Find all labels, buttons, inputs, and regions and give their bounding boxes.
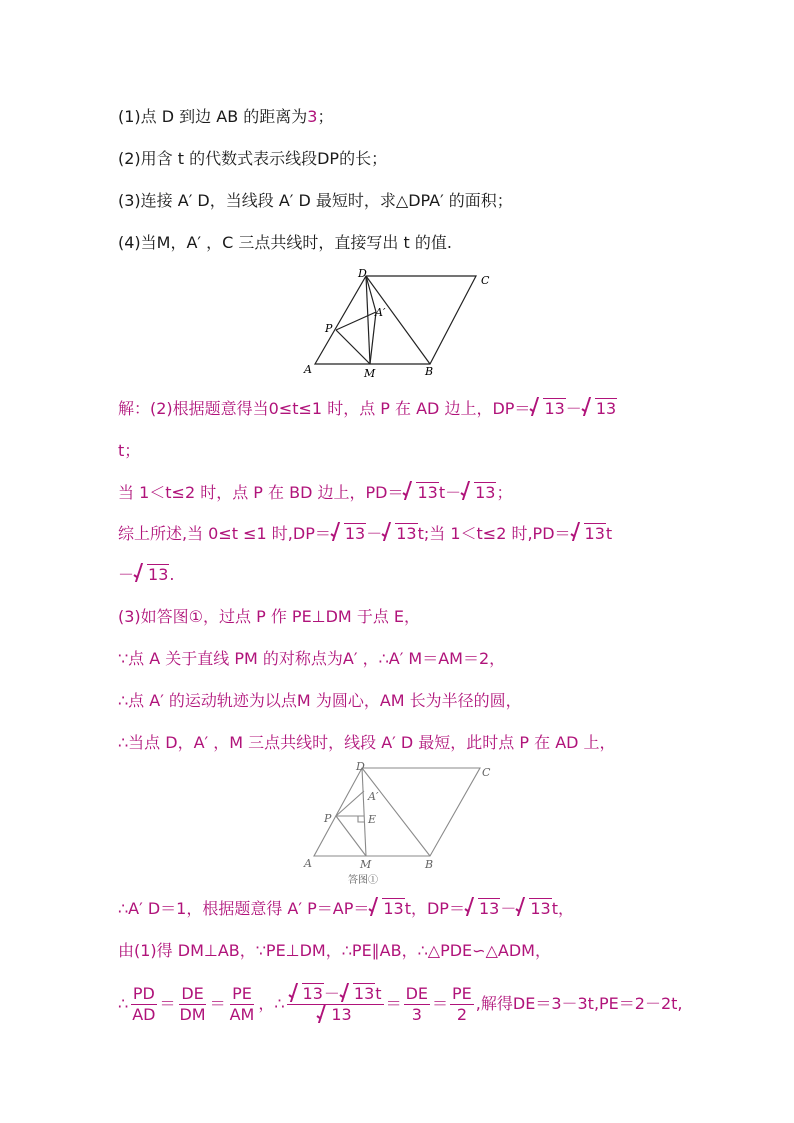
question-3: (3)连接 A′ D，当线段 A′ D 最短时，求△DPA′ 的面积；: [118, 191, 513, 210]
fraction-de-dm: $\frac{DE}{DM}$: [179, 984, 206, 1024]
figure-caption: 答图①: [348, 875, 378, 886]
solution-line-1: 解：(2)根据题意得当0≤t≤1 时，点 P 在 AD 边上，DP＝ 13－ 13: [118, 399, 617, 418]
label-m: M: [364, 367, 376, 380]
label-a: A: [304, 363, 312, 376]
segment-dm: [362, 768, 366, 856]
solution-line-7: ∵点 A 关于直线 PM 的对称点为A′ ，∴A′ M＝AM＝2，: [118, 649, 506, 668]
solution-line-6: (3)如答图①，过点 P 作 PE⊥DM 于点 E，: [118, 607, 421, 626]
fraction-sqrt: $\frac{13- 13t}{13}$: [287, 984, 384, 1025]
question-4: (4)当M，A′ ，C 三点共线时，直接写出 t 的值.: [118, 233, 452, 252]
label-d: D: [358, 268, 367, 280]
fraction-pd-ad: $\frac{PD}{AD}$: [132, 984, 156, 1024]
solution-line-10: ∴A′ D＝1，根据题意得 A′ P＝AP＝ 13t，DP＝ 13－ 13t，: [118, 899, 574, 918]
label-d: D: [356, 760, 365, 773]
label-m: M: [360, 858, 372, 871]
figure-1: [300, 268, 500, 380]
label-c: C: [482, 766, 491, 779]
solution-line-8: ∴点 A′ 的运动轨迹为以点M 为圆心，AM 长为半径的圆，: [118, 691, 522, 710]
label-a: A: [304, 857, 312, 870]
solution-line-4: 综上所述,当 0≤t ≤1 时,DP＝ 13－ 13t;当 1＜t≤2 时,PD＝ 13t: [118, 524, 613, 543]
fraction-de-3: $\frac{DE}{3}$: [405, 984, 429, 1024]
solution-line-9: ∴当点 D，A′ ，M 三点共线时，线段 A′ D 最短，此时点 P 在 AD 上，: [118, 733, 616, 752]
segment-pa-prime: [336, 791, 364, 816]
fraction-pe-am: $\frac{PE}{AM}$: [229, 984, 255, 1024]
question-1: (1)点 D 到边 AB 的距离为3；: [118, 107, 334, 126]
fraction-pe-2: $\frac{PE}{2}$: [452, 984, 472, 1024]
right-angle-mark: [358, 816, 364, 822]
q1-answer: 3: [307, 107, 318, 126]
parallelogram-abcd: [315, 276, 476, 364]
segment-pm: [336, 330, 370, 364]
label-a-prime: A′: [375, 306, 386, 319]
label-p: P: [325, 322, 333, 335]
segment-pa-prime: [336, 312, 376, 330]
figure-2: [300, 760, 500, 888]
question-2: (2)用含 t 的代数式表示线段DP的长；: [118, 149, 388, 168]
label-p: P: [324, 812, 332, 825]
solution-line-2: t；: [118, 441, 141, 460]
segment-a-prime-m: [370, 312, 376, 364]
parallelogram-abcd: [314, 768, 480, 856]
label-e: E: [368, 813, 377, 826]
label-b: B: [425, 365, 434, 378]
label-c: C: [481, 274, 490, 287]
solution-line-5: － 13.: [118, 565, 175, 584]
solution-line-3: 当 1＜t≤2 时，点 P 在 BD 边上，PD＝ 13t－ 13；: [118, 483, 513, 502]
diagonal-db: [362, 768, 430, 856]
solution-line-12: ∴ $\frac{PD}{AD}$ ＝ $\frac{DE}{DM}$ ＝ $\frac{PE}{AM}$ ，∴ $\frac{13- 13t}{13}$ ＝ $\frac{DE}{3}$ ＝ $\frac{PE}{2}$ ,解得DE＝3－3t,PE＝2－2t,: [118, 984, 683, 1024]
solution-line-11: 由(1)得 DM⊥AB，∵PE⊥DM，∴PE∥AB，∴△PDE∽△ADM，: [118, 941, 551, 960]
label-b: B: [425, 858, 434, 871]
label-a-prime: A′: [368, 790, 379, 803]
